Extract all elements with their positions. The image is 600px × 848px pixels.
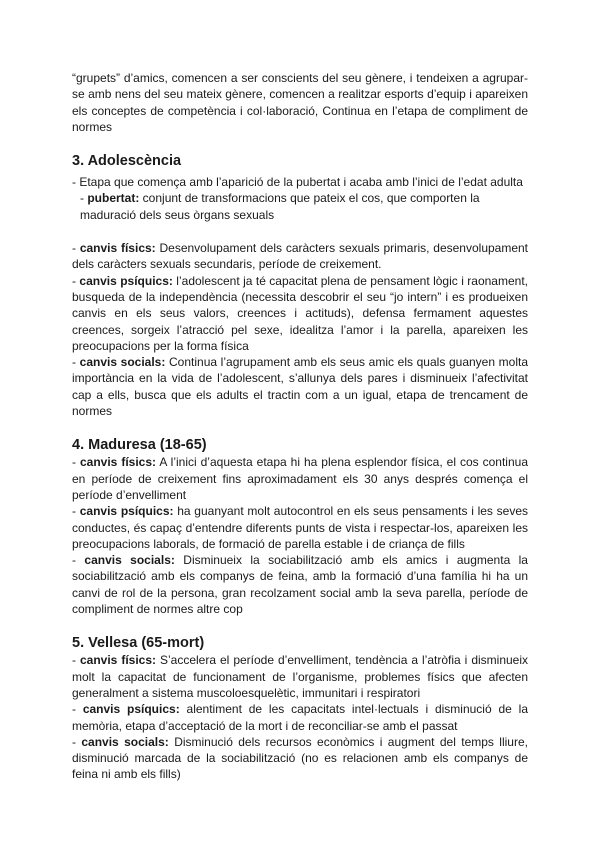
section-heading-adolescencia: 3. Adolescència (72, 153, 182, 170)
list-item: - canvis psíquics: ha guanyant molt autocontrol en els seus pensaments i les seves conductes, és capaç d’entendre diferents punts de vista i respectar-los, apareixen les preocupacions laborals, de formació de parella estable i de criança de fills (72, 504, 528, 551)
term-text: Desenvolupament dels caràcters sexuals primaris, desenvolupament dels caràcters sexuals secundaris, període de creixement. (72, 241, 529, 272)
term-label: canvis socials: (79, 355, 166, 370)
section-heading-maduresa: 4. Maduresa (18-65) (72, 437, 207, 454)
term-text: S’accelera el període d’envelliment, tendència a l’atròfia i disminueix molt la capacitat de funcionament de l’organisme, problemes físics que afecten generalment a sistema muscoloesquelètic, immunitari i respiratori (72, 653, 529, 700)
term-text: l’adolescent ja té capacitat plena de pensament lògic i raonament, busqueda de la independència (necessita descobrir el seu “jo intern” i es produeixen canvis en els seus valors, creences i actituds), defensa fermament aquestes creences, sorgeix l’atracció pel sexe, idealitza l’amor i la parella, apareixen les preocupacions per la forma física (72, 273, 528, 353)
term-label: canvis socials: (81, 734, 169, 749)
term-label: canvis psíquics: (79, 504, 174, 519)
list-item: - canvis físics: A l’inici d’aquesta etapa hi ha plena esplendor física, el cos continua en període de creixement fins aproximadament els 30 anys després comença el període d’envelliment (72, 455, 528, 502)
term-label: canvis físics: (79, 653, 157, 668)
section-heading-vellesa: 5. Vellesa (65-mort) (72, 635, 205, 652)
term-label: pubertat: (87, 191, 140, 206)
term-label: canvis psíquics: (79, 273, 173, 288)
pubertat-definition: - pubertat: conjunt de transformacions que pateix el cos, que comporten la maduració dels seus òrgans sexuals (80, 191, 480, 222)
list-item: - canvis físics: S’accelera el període d’envelliment, tendència a l’atròfia i disminueix molt la capacitat de funcionament de l’organisme, problemes físics que afecten generalment a sistema muscoloesquelètic, immunitari i respiratori (72, 653, 529, 700)
section-lead: - Etapa que comença amb l’aparició de la pubertat i acaba amb l’inici de l’edat adulta (72, 175, 523, 190)
term-label: canvis físics: (79, 455, 157, 470)
term-label: canvis físics: (79, 241, 156, 256)
list-item: - canvis socials: Disminució dels recursos econòmics i augment del temps lliure, disminució marcada de la sociabilització (no es relacionen amb els companys de feina ni amb els fills) (72, 734, 528, 782)
term-text: Disminueix la sociabilització amb els amics i augmenta la sociabilització amb els companys de feina, amb la formació d’una família hi ha un canvi de rol de la persona, gran recolzament social amb la seva parella, període de compliment de normes altre cop (72, 553, 528, 617)
term-text: conjunt de transformacions que pateix el cos, que comporten la maduració dels seus òrgans sexuals (80, 191, 480, 222)
term-text: A l’inici d’aquesta etapa hi ha plena esplendor física, el cos continua en període de creixement fins aproximadament els 30 anys després comença el període d’envelliment (72, 455, 528, 502)
list-item: - canvis psíquics: alentiment de les capacitats intel·lectuals i disminució de la memòria, etapa d’acceptació de la mort i de reconciliar-se amb el passat (72, 702, 528, 733)
term-text: Continua l’agrupament amb els seus amic els quals guanyen molta importància en la vida de l’adolescent, s’allunya dels pares i disminueix l’afectivitat cap a ells, busca que els adults el tractin com a un igual, etapa de trencament de normes (72, 355, 529, 419)
term-text: alentiment de les capacitats intel·lectuals i disminució de la memòria, etapa d’acceptació de la mort i de reconciliar-se amb el passat (72, 702, 528, 733)
term-text: Disminució dels recursos econòmics i augment del temps lliure, disminució marcada de la sociabilització (no es relacionen amb els companys de feina ni amb els fills) (72, 734, 528, 782)
term-label: canvis psíquics: (82, 702, 180, 717)
intro-paragraph: “grupets” d’amics, comencen a ser conscients del seu gènere, i tendeixen a agrupar-se amb nens del seu mateix gènere, comencen a realitzar esports d’equip i apareixen els conceptes de competència i col·laboració, Continua en l’etapa de compliment de normes (72, 71, 528, 134)
document-page (72, 70, 528, 783)
list-item: - canvis físics: Desenvolupament dels caràcters sexuals primaris, desenvolupament dels caràcters sexuals secundaris, període de creixement. (72, 241, 529, 272)
term-label: canvis socials: (84, 553, 175, 568)
term-text: ha guanyant molt autocontrol en els seus pensaments i les seves conductes, és capaç d’entendre diferents punts de vista i respectar-los, apareixen les preocupacions laborals, de formació de parella estable i de criança de fills (72, 504, 528, 551)
spacer (72, 135, 528, 152)
list-item: - canvis psíquics: l’adolescent ja té capacitat plena de pensament lògic i raonament, busqueda de la independència (necessita descobrir el seu “jo intern” i es produeixen canvis en els seus valors, creences i actituds), defensa fermament aquestes creences, sorgeix l’atracció pel sexe, idealitza l’amor i la parella, apareixen les preocupacions per la forma física (72, 273, 528, 353)
list-item: - canvis socials: Continua l’agrupament amb els seus amic els quals guanyen molta importància en la vida de l’adolescent, s’allunya dels pares i disminueix l’afectivitat cap a ells, busca que els adults el tractin com a un igual, etapa de trencament de normes (72, 355, 529, 419)
list-item: - canvis socials: Disminueix la sociabilització amb els amics i augmenta la sociabilització amb els companys de feina, amb la formació d’una família hi ha un canvi de rol de la persona, gran recolzament social amb la seva parella, període de compliment de normes altre cop (72, 553, 528, 617)
